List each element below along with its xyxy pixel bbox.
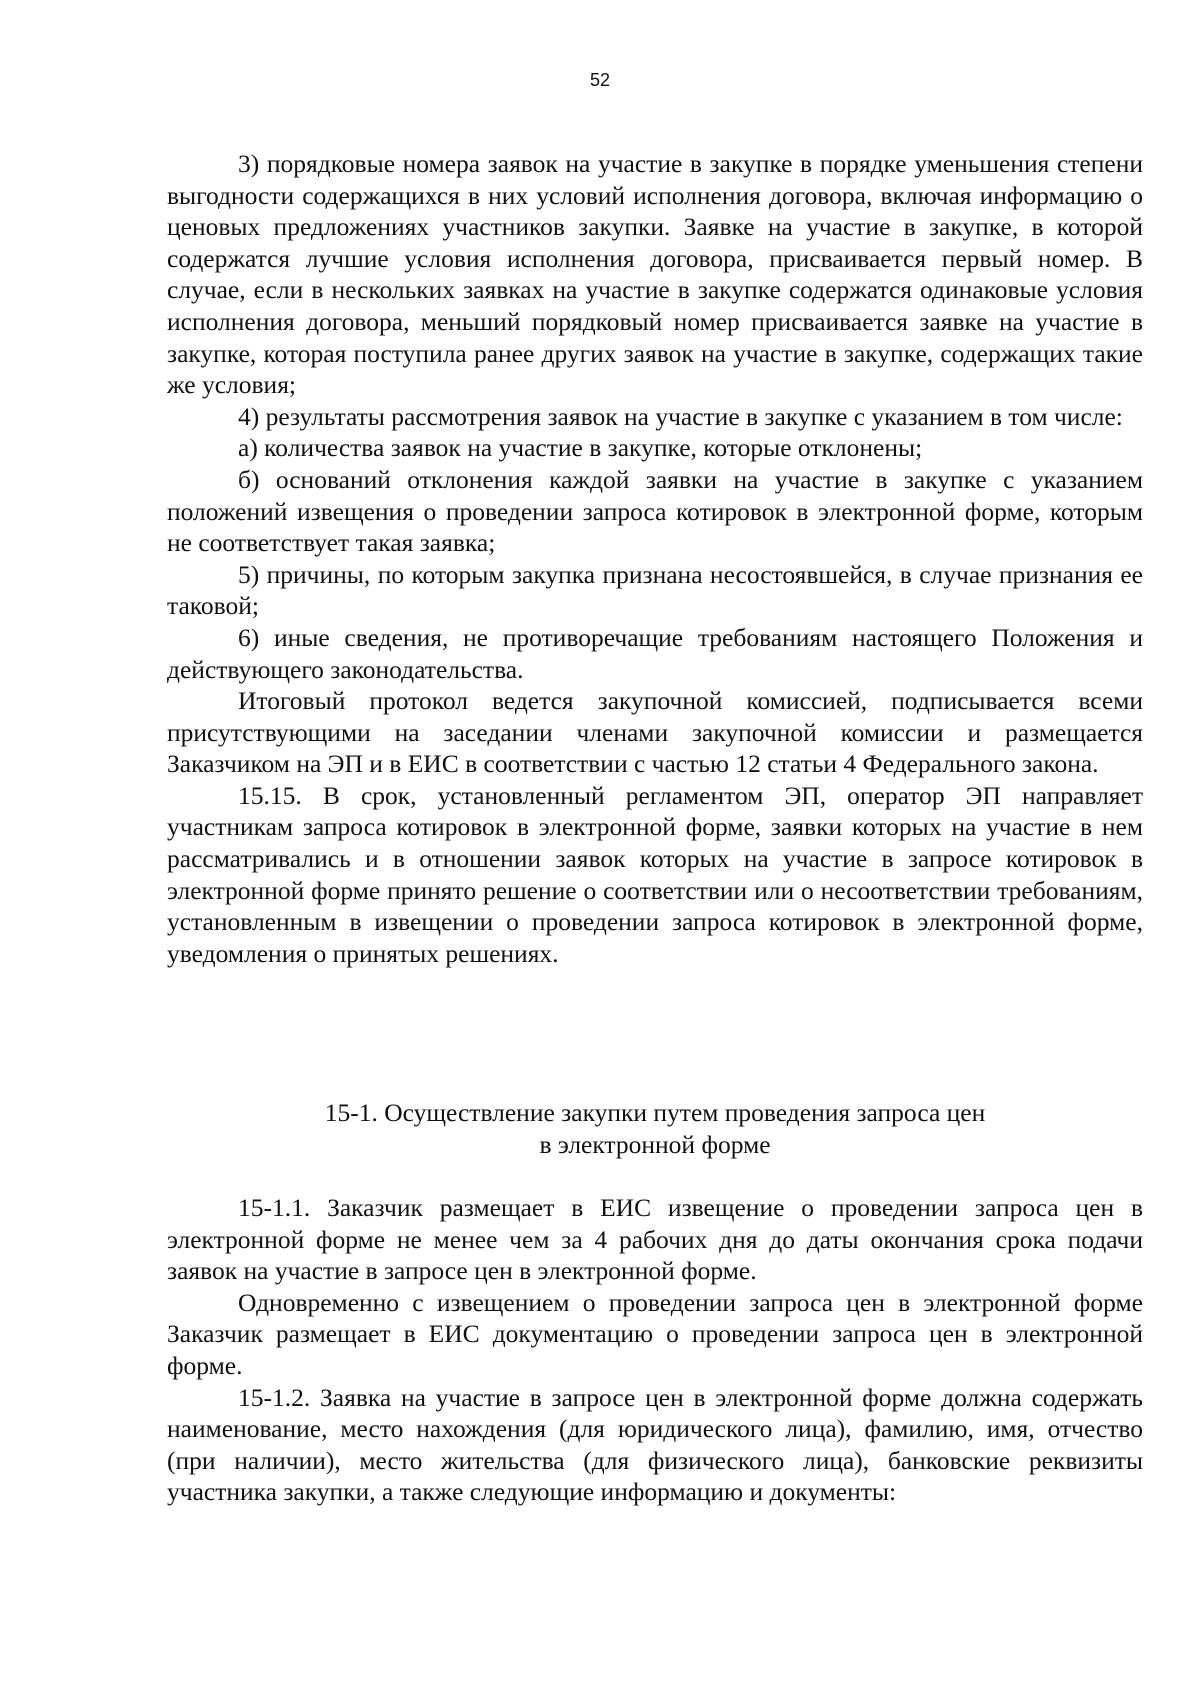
paragraph-final-protocol: Итоговый протокол ведется закупочной комиссией, подписывается всеми присутствующими на заседании членами закупочной комиссии и размещается Заказчиком на ЭП и в ЕИС в соответствии с частью 12 статьи 4 Федерального закона. [167,686,1143,779]
paragraph-simultaneously: Одновременно с извещением о проведении запроса цен в электронной форме Заказчик размещает в ЕИС документацию о проведении запроса цен в электронной форме. [167,1287,1143,1380]
section-heading-line-2: в электронной форме [539,1130,771,1159]
paragraph-item-4: 4) результаты рассмотрения заявок на участие в закупке с указанием в том числе: [238,401,1123,431]
section-body-text [167,1192,1143,1508]
paragraph-item-6: 6) иные сведения, не противоречащие требованиям настоящего Положения и действующего законодательства. [167,622,1143,684]
paragraph-15-1-1: 15-1.1. Заказчик размещает в ЕИС извещение о проведении запроса цен в электронной форме не менее чем за 4 рабочих дня до даты окончания срока подачи заявок на участие в запросе цен в электронной форме. [167,1193,1143,1286]
paragraph-15-1-2: 15-1.2. Заявка на участие в запросе цен в электронной форме должна содержать наименование, место нахождения (для юридического лица), фамилию, имя, отчество (при наличии), место жительства (для физического лица), банковские реквизиты участника закупки, а также следующие информацию и документы: [167,1382,1143,1507]
body-text-block [167,148,1143,969]
paragraph-subitem-b: б) оснований отклонения каждой заявки на участие в закупке с указанием положений извещения о проведении запроса котировок в электронной форме, которым не соответствует такая заявка; [167,464,1143,558]
paragraph-item-5: 5) причины, по которым закупка признана несостоявшейся, в случае признания ее таковой; [167,559,1143,621]
page-number: 52 [589,70,611,90]
section-heading [167,1097,1143,1161]
paragraph-subitem-a: а) количества заявок на участие в закупке, которые отклонены; [238,433,923,463]
paragraph-15-15: 15.15. В срок, установленный регламентом ЭП, оператор ЭП направляет участникам запроса котировок в электронной форме, заявки которых на участие в нем рассматривались и в отношении заявок которых на участие в запросе котировок в электронной форме принято решение о соответствии или о несоответствии требованиям, установленным в извещении о проведении запроса котировок в электронной форме, уведомления о принятых решениях. [167,780,1143,968]
paragraph-item-3: 3) порядковые номера заявок на участие в закупке в порядке уменьшения степени выгодности содержащихся в них условий исполнения договора, включая информацию о ценовых предложениях участников закупки. Заявке на участие в закупке, в которой содержатся лучшие условия исполнения договора, присваивается первый номер. В случае, если в нескольких заявках на участие в закупке содержатся одинаковые условия исполнения договора, меньший порядковый номер присваивается заявке на участие в закупке, которая поступила ранее других заявок на участие в закупке, содержащих такие же условия; [167,149,1143,400]
section-heading-line-1: 15-1. Осуществление закупки путем проведения запроса цен [324,1098,986,1127]
